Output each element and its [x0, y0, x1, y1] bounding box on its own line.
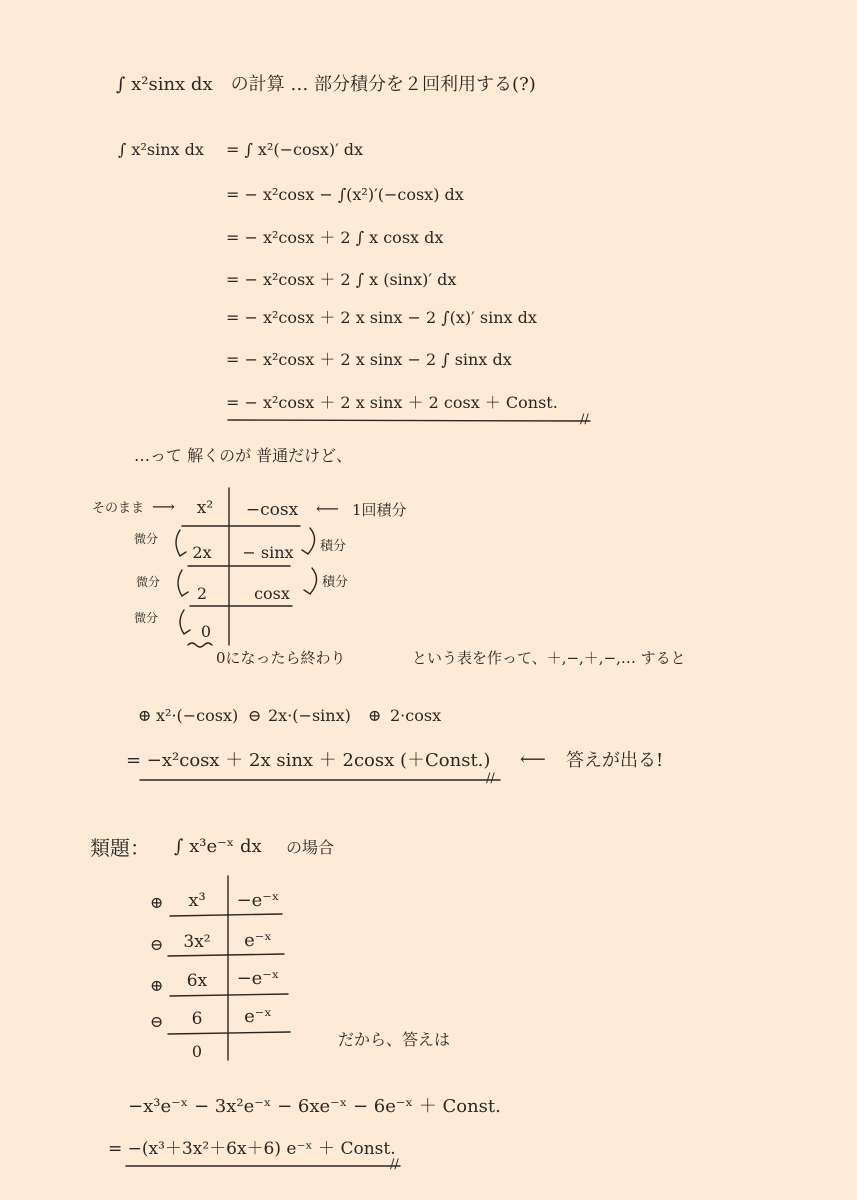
zero-note: 0になったら終わり	[216, 649, 346, 667]
table2-right-cell: −e⁻ˣ	[236, 968, 280, 989]
table2-left-cell: 3x²	[183, 932, 211, 952]
right-arrow: ⟶	[152, 497, 175, 516]
derivation-step: = − x²cosx ＋ 2 ∫ x (sinx)′ dx	[226, 270, 457, 289]
table1-left-cell: x²	[196, 498, 214, 518]
table2-row-line	[170, 914, 282, 916]
int-arrow	[302, 528, 315, 554]
derivation-step: = ∫ x²(−cosx)′ dx	[226, 140, 364, 159]
table2-right-cell: −e⁻ˣ	[236, 890, 280, 911]
table1-right-cell: cosx	[254, 584, 290, 603]
table1-left-cell: 0	[200, 622, 212, 641]
table2-row-line	[170, 994, 288, 996]
answer-note: 答えが出る!	[566, 750, 664, 771]
table2-left-cell: x³	[188, 890, 206, 911]
result-term: x²·(−cosx)	[156, 706, 239, 725]
table1-left-cell: 2	[196, 584, 208, 603]
table2-row-line	[168, 954, 284, 956]
final-underline	[228, 420, 590, 421]
table1-right-cell: − sinx	[242, 543, 294, 562]
first-integral-note: 1回積分	[352, 501, 407, 519]
end-mark: //	[390, 1157, 399, 1172]
table1-right-cell: −cosx	[245, 500, 299, 520]
derivation-step: = − x²cosx − ∫(x²)′(−cosx) dx	[226, 185, 464, 204]
result-answer: = −x²cosx ＋ 2x sinx ＋ 2cosx (＋Const.)	[126, 750, 491, 771]
answer-arrow: ⟵	[520, 749, 546, 770]
exercise-suffix: の場合	[286, 838, 335, 857]
end-mark: //	[580, 412, 589, 427]
derivation-step: = − x²cosx ＋ 2 ∫ x cosx dx	[226, 228, 444, 247]
diff-label: 微分	[136, 575, 161, 589]
remark-text: …って 解くのが 普通だけど、	[134, 446, 353, 465]
end-mark: //	[486, 771, 495, 786]
exercise-integral: ∫ x³e⁻ˣ dx	[174, 836, 262, 857]
result-term: 2x·(−sinx)	[268, 706, 351, 725]
sign-plus: ⊕	[138, 706, 152, 725]
table2-left-cell: 6	[191, 1009, 203, 1029]
derivation-lhs: ∫ x²sinx dx	[118, 140, 204, 159]
diff-label: 微分	[134, 611, 159, 625]
conclusion-text: だから、答えは	[338, 1030, 451, 1049]
sign-plus: ⊕	[150, 893, 164, 912]
sign-plus: ⊕	[150, 976, 164, 995]
derivation-step: = − x²cosx ＋ 2 x sinx − 2 ∫(x)′ sinx dx	[226, 308, 537, 327]
table2-right-cell: e⁻ˣ	[244, 1006, 272, 1027]
page-title: ∫ x²sinx dx の計算 … 部分積分を２回利用する(?)	[116, 74, 536, 95]
exercise-answer-line2: = −(x³＋3x²＋6x＋6) e⁻ˣ ＋ Const.	[108, 1139, 396, 1159]
diff-arrow	[178, 570, 188, 596]
sign-minus: ⊖	[248, 706, 262, 725]
int-arrow	[304, 568, 317, 594]
result-term: 2·cosx	[390, 706, 442, 725]
table2-left-cell: 0	[191, 1042, 203, 1061]
left-arrow: ⟵	[316, 499, 339, 518]
wavy-mark	[188, 643, 212, 647]
table1-left-cell: 2x	[192, 543, 212, 562]
diff-label: 微分	[134, 532, 159, 546]
exercise-answer-line1: −x³e⁻ˣ − 3x²e⁻ˣ − 6xe⁻ˣ − 6e⁻ˣ ＋ Const.	[128, 1096, 501, 1117]
exercise-label: 類題：	[90, 836, 150, 860]
diff-arrow	[176, 530, 186, 556]
sign-minus: ⊖	[150, 935, 164, 954]
keep-label: そのまま	[92, 501, 145, 516]
int-label: 積分	[320, 539, 347, 554]
sign-minus: ⊖	[150, 1012, 164, 1031]
table2-right-cell: e⁻ˣ	[244, 930, 272, 951]
diff-arrow	[180, 610, 190, 634]
table2-left-cell: 6x	[186, 971, 208, 991]
table2-row-line	[168, 1032, 290, 1034]
derivation-step: = − x²cosx ＋ 2 x sinx − 2 ∫ sinx dx	[226, 350, 512, 369]
derivation-final-step: = − x²cosx ＋ 2 x sinx ＋ 2 cosx ＋ Const.	[226, 393, 558, 412]
int-label: 積分	[322, 575, 349, 590]
side-note: という表を作って、＋,−,＋,−,… すると	[412, 649, 686, 667]
sign-plus: ⊕	[368, 706, 382, 725]
